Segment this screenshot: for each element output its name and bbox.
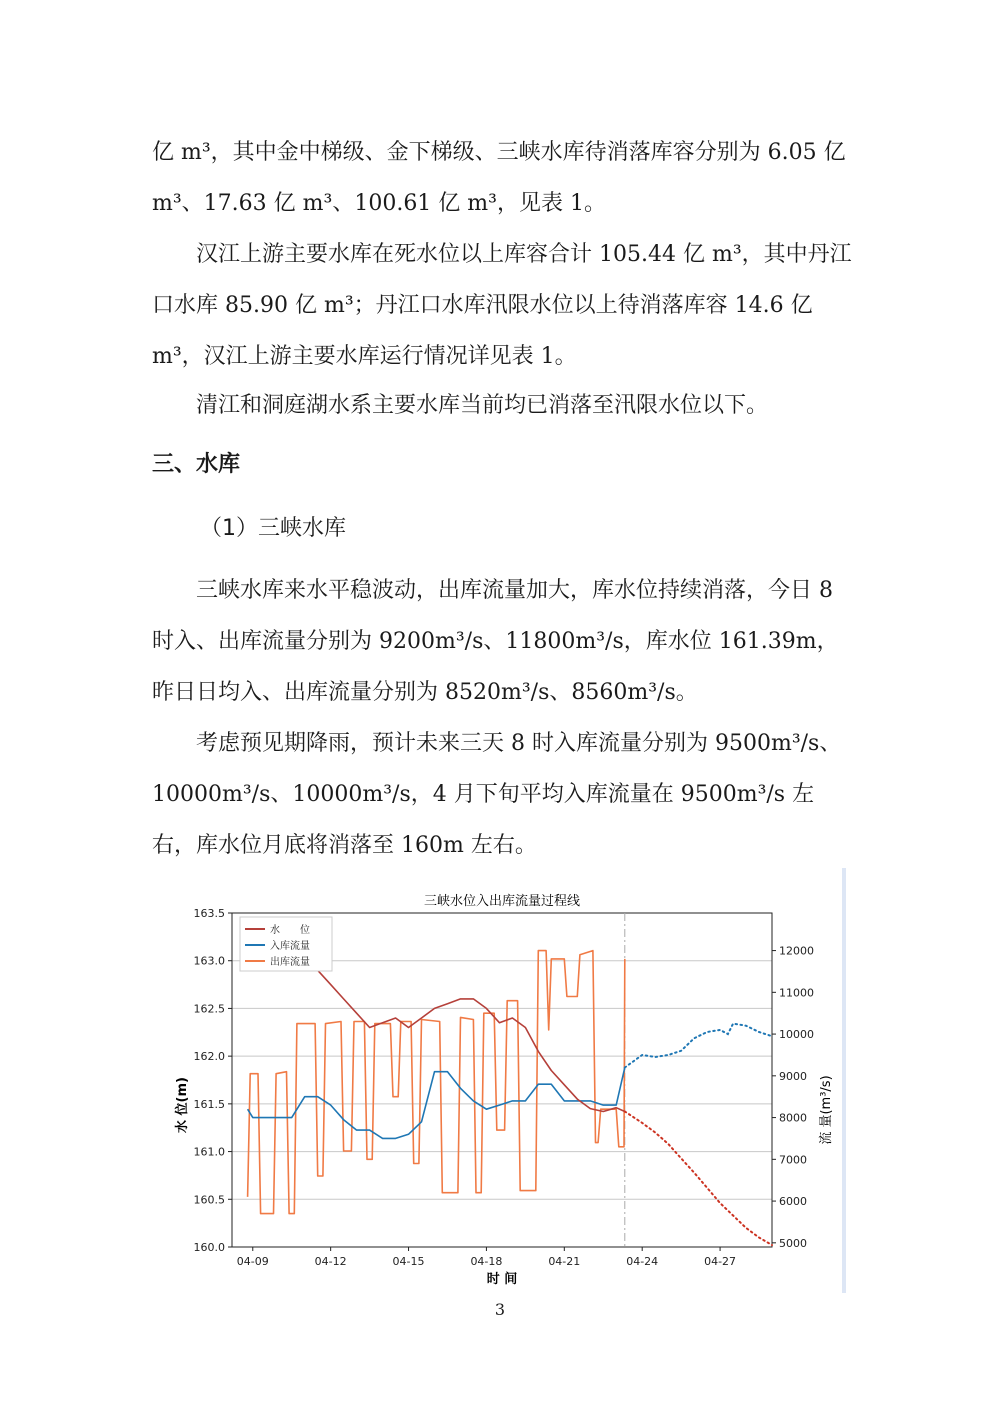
x-tick-label-1: 04-12 xyxy=(314,1255,347,1268)
y-left-tick-label-7: 163.5 xyxy=(193,907,225,920)
forecast-line-1 xyxy=(625,1112,772,1246)
page-edge-rule xyxy=(842,868,846,1293)
y-right-tick-label-3: 8000 xyxy=(779,1111,807,1125)
y-axis-right-label: 流 量(m³/s) xyxy=(819,1075,834,1145)
y-right-tick-label-1: 6000 xyxy=(779,1195,807,1209)
x-tick-label-2: 04-15 xyxy=(392,1255,425,1268)
forecast-line-0 xyxy=(625,1024,772,1068)
paragraph-three-gorges-forecast: 考虑预见期降雨，预计未来三天 8 时入库流量分别为 9500m³/s、10000m³/s、10000m³/s，4 月下旬平均入库流量在 9500m³/s 左右，库水位月底将消落至 160m 左右。 xyxy=(152,731,842,858)
y-right-tick-label-5: 10000 xyxy=(779,1028,814,1042)
y-right-tick-label-0: 5000 xyxy=(779,1236,807,1250)
paragraph-storage-summary: 亿 m³，其中金中梯级、金下梯级、三峡水库待消落库容分别为 6.05 亿 m³、17.63 亿 m³、100.61 亿 m³，见表 1。 xyxy=(152,140,846,216)
y-left-tick-label-1: 160.5 xyxy=(193,1193,225,1207)
legend-label-2: 出库流量 xyxy=(270,957,310,968)
x-tick-label-0: 04-09 xyxy=(236,1255,269,1268)
sub-heading: （1）三峡水库 xyxy=(200,516,346,541)
paragraph-qingjiang: 清江和洞庭湖水系主要水库当前均已消落至汛限水位以下。 xyxy=(196,393,769,418)
x-tick-label-5: 04-24 xyxy=(626,1255,659,1268)
y-right-tick-label-2: 7000 xyxy=(779,1153,807,1167)
page-number: 3 xyxy=(494,1300,506,1319)
y-left-tick-label-6: 163.0 xyxy=(193,954,225,968)
series-line-0 xyxy=(248,951,625,1111)
paragraph-three-gorges-current: 三峡水库来水平稳波动，出库流量加大，库水位持续消落，今日 8 时入、出库流量分别为 9200m³/s、11800m³/s，库水位 161.39m，昨日日均入、出库流量分别为 8520m³/s、8560m³/s。 xyxy=(152,578,839,705)
y-right-tick-label-6: 11000 xyxy=(779,986,814,1000)
y-left-tick-label-2: 161.0 xyxy=(193,1145,225,1159)
x-tick-label-3: 04-18 xyxy=(470,1255,503,1268)
x-tick-label-4: 04-21 xyxy=(548,1255,581,1268)
three-gorges-chart xyxy=(172,885,832,1295)
x-tick-label-6: 04-27 xyxy=(704,1255,737,1268)
y-right-tick-label-4: 9000 xyxy=(779,1069,807,1083)
chart-title: 三峡水位入出库流量过程线 xyxy=(423,894,581,909)
y-left-tick-label-4: 162.0 xyxy=(193,1050,225,1064)
series-line-2 xyxy=(248,951,625,1214)
y-left-tick-label-5: 162.5 xyxy=(193,1002,225,1016)
paragraph-hanjiang: 汉江上游主要水库在死水位以上库容合计 105.44 亿 m³，其中丹江口水库 85.90 亿 m³；丹江口水库汛限水位以上待消落库容 14.6 亿 m³，汉江上游主要水库运行情况详见表 1。 xyxy=(152,242,852,369)
y-right-tick-label-7: 12000 xyxy=(779,944,814,958)
y-left-tick-label-0: 160.0 xyxy=(193,1241,225,1254)
y-left-tick-label-3: 161.5 xyxy=(193,1097,225,1111)
x-axis-label: 时 间 xyxy=(486,1272,518,1287)
series-line-1 xyxy=(248,1068,625,1139)
y-axis-left-label: 水 位(m) xyxy=(175,1077,190,1133)
section-heading: 三、水库 xyxy=(152,452,241,477)
legend-label-0: 水 位 xyxy=(270,925,310,936)
legend-label-1: 入库流量 xyxy=(270,941,310,952)
